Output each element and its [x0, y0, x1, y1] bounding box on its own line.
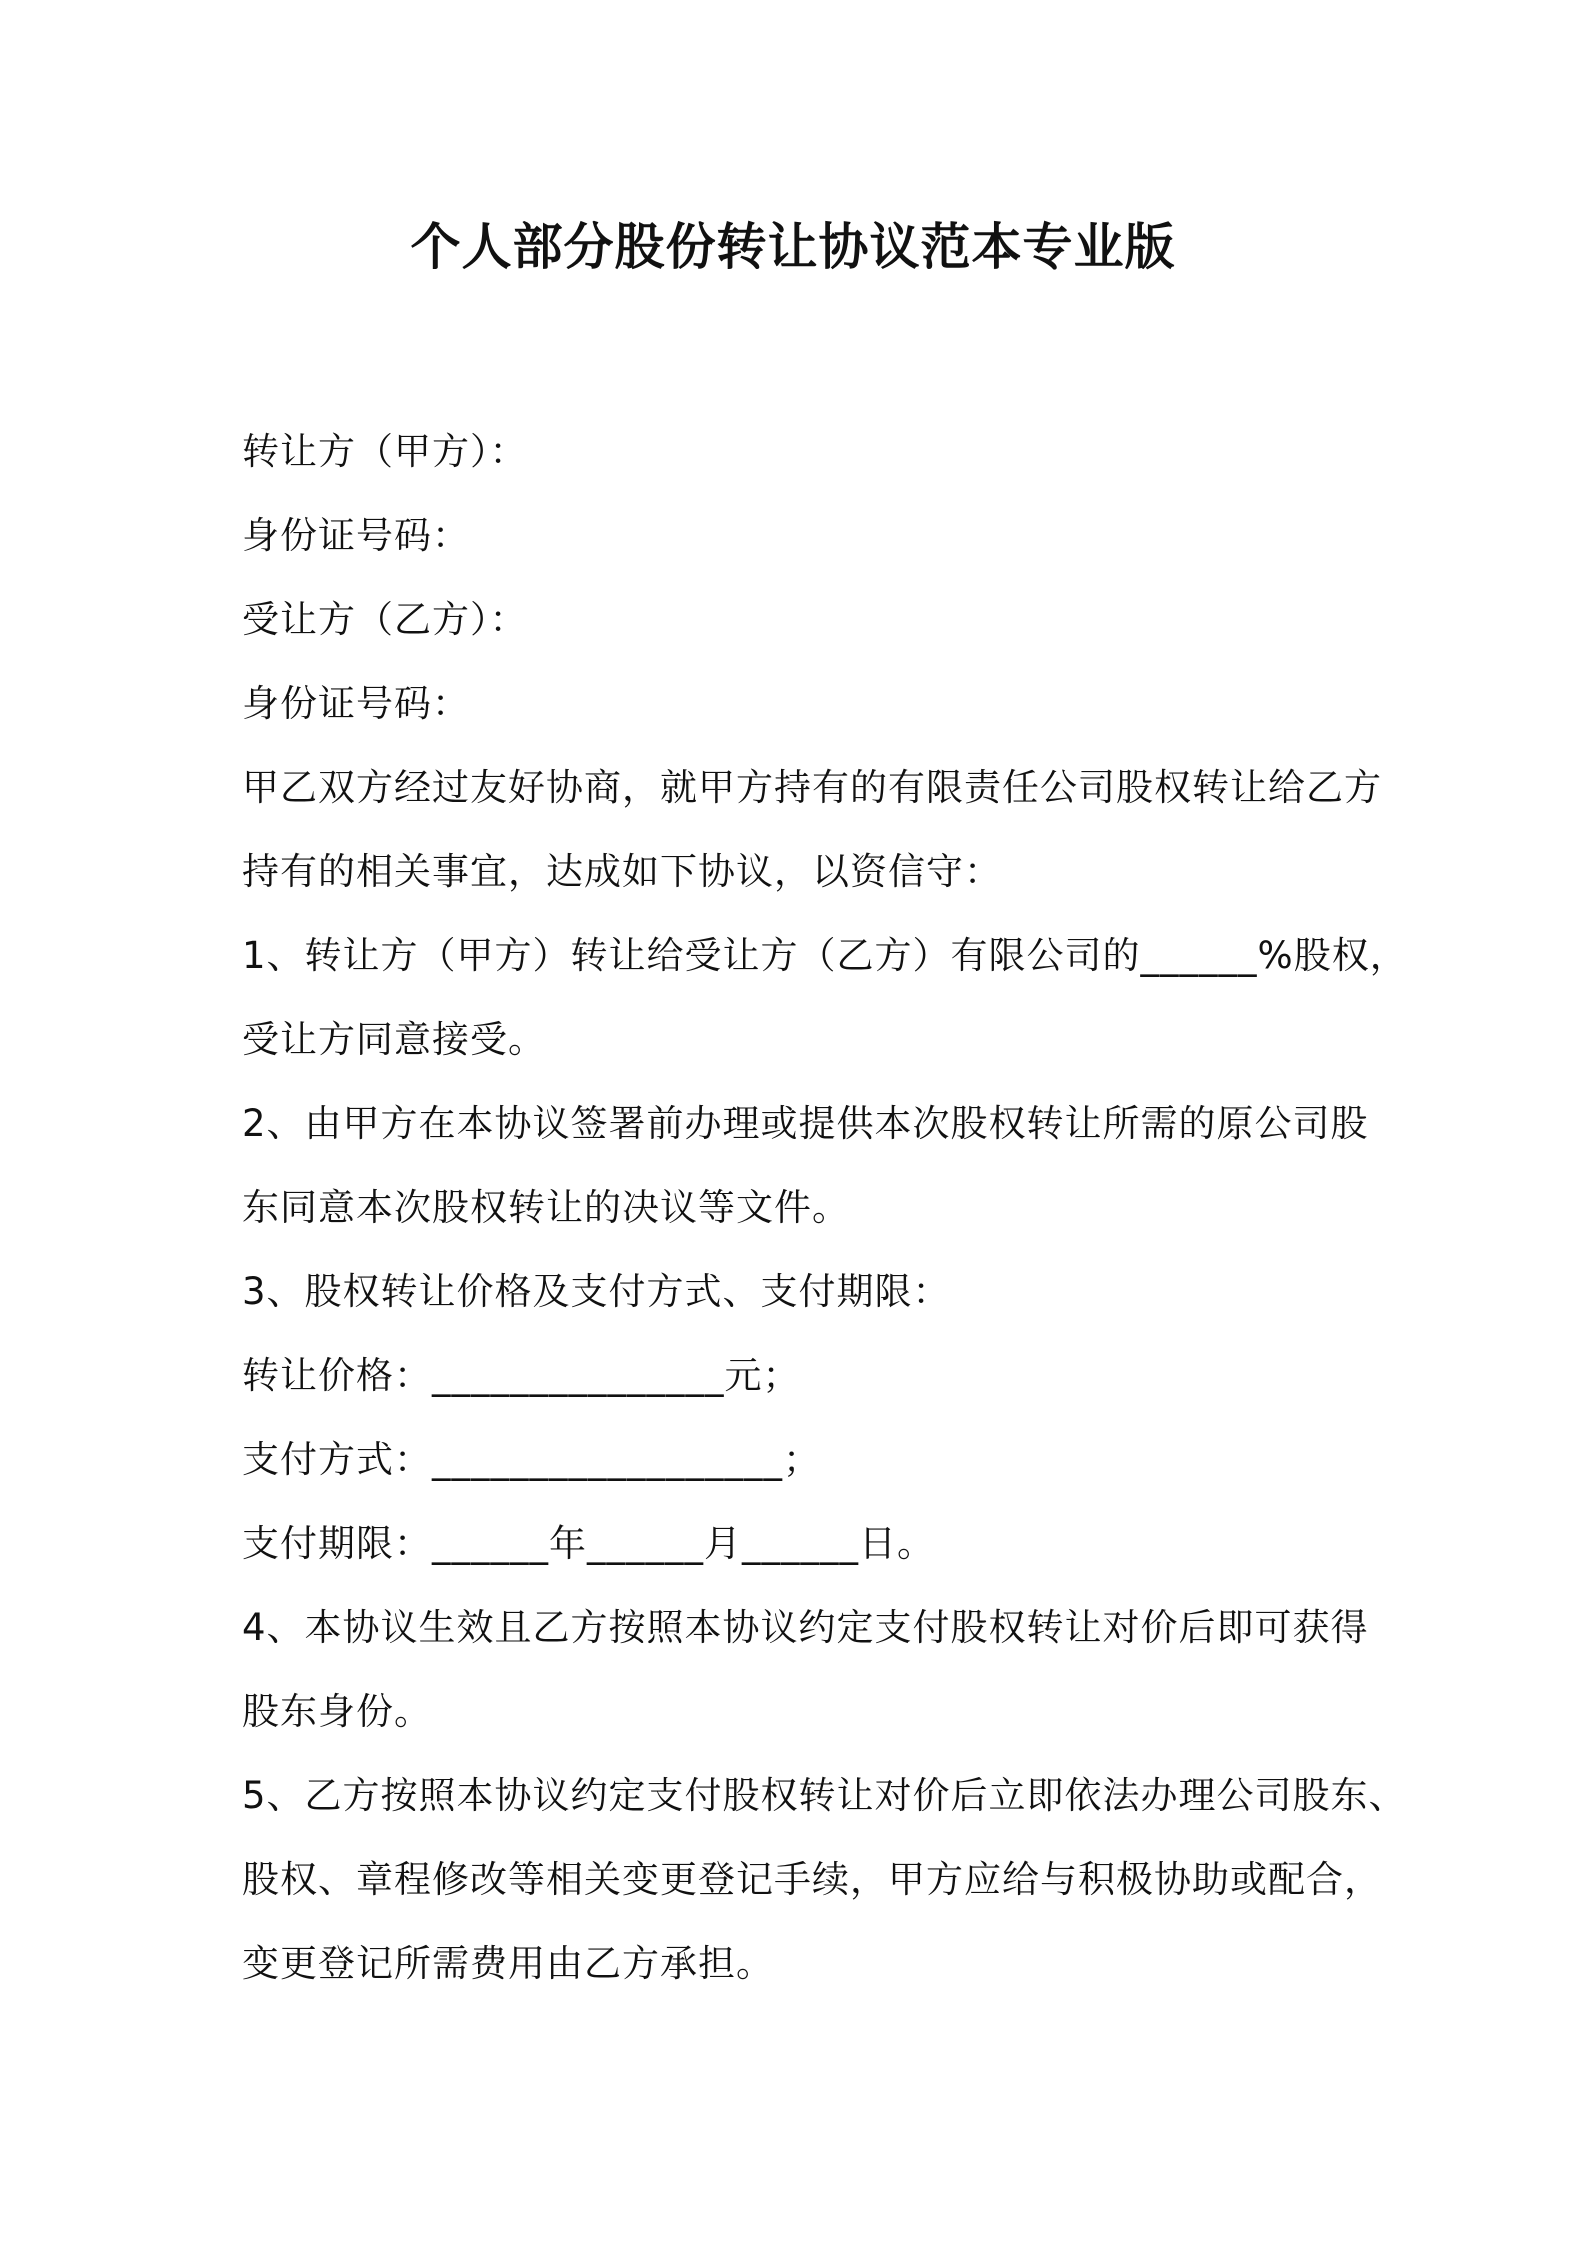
payment-method-line: 支付方式：__________________； [242, 1438, 821, 1481]
clause-3-heading: 3、股权转让价格及支付方式、支付期限： [242, 1270, 951, 1313]
clause-4-line-2: 股东身份。 [242, 1690, 432, 1733]
party-a-id-label: 身份证号码： [242, 514, 470, 557]
preamble-line-1: 甲乙双方经过友好协商，就甲方持有的有限责任公司股权转让给乙方 [242, 766, 1382, 809]
document-title: 个人部分股份转让协议范本专业版 [410, 218, 1176, 276]
party-b-id-label: 身份证号码： [242, 682, 470, 725]
clause-5-line-1: 5、乙方按照本协议约定支付股权转让对价后立即依法办理公司股东、 [242, 1774, 1407, 1817]
clause-2-line-1: 2、由甲方在本协议签署前办理或提供本次股权转让所需的原公司股 [242, 1102, 1369, 1145]
clause-5-line-3: 变更登记所需费用由乙方承担。 [242, 1942, 774, 1985]
clause-5-line-2: 股权、章程修改等相关变更登记手续，甲方应给与积极协助或配合， [242, 1858, 1382, 1901]
payment-deadline-line: 支付期限：______年______月______日。 [242, 1522, 935, 1565]
clause-4-line-1: 4、本协议生效且乙方按照本协议约定支付股权转让对价后即可获得 [242, 1606, 1369, 1649]
party-b-label: 受让方（乙方）： [242, 598, 528, 641]
clause-2-line-2: 东同意本次股权转让的决议等文件。 [242, 1186, 850, 1229]
preamble-line-2: 持有的相关事宜，达成如下协议，以资信守： [242, 850, 1002, 893]
clause-1-line-2: 受让方同意接受。 [242, 1018, 546, 1061]
document-body [242, 410, 1408, 2006]
clause-1-line-1: 1、转让方（甲方）转让给受让方（乙方）有限公司的______%股权， [242, 934, 1408, 977]
transfer-price-line: 转让价格：_______________元； [242, 1354, 801, 1397]
party-a-label: 转让方（甲方）： [242, 430, 528, 473]
